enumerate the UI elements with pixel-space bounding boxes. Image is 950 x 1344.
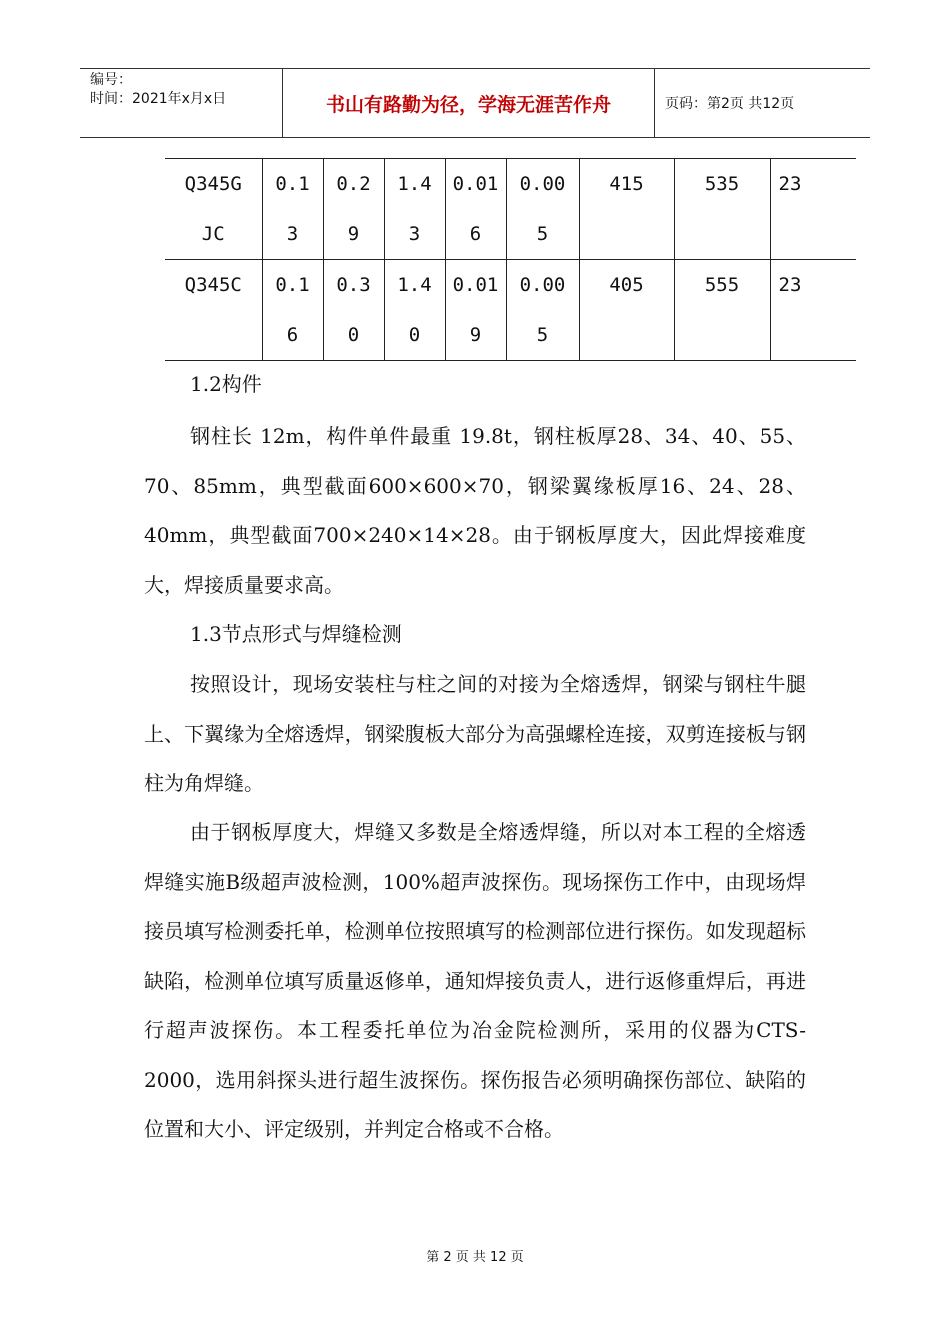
section-heading-1-2: 1.2构件: [190, 372, 262, 396]
table-cell: 0.16: [262, 260, 323, 361]
table-row: [165, 260, 856, 361]
steel-properties-table: [165, 158, 856, 361]
page-header: [80, 68, 870, 138]
table-cell: 23: [770, 260, 856, 361]
table-cell: 415: [579, 159, 674, 260]
table-cell: 0.13: [262, 159, 323, 260]
document-code-label: 编号：: [90, 72, 132, 88]
table-cell: 555: [674, 260, 770, 361]
header-page-number: 页码：第2页 共12页: [665, 96, 795, 112]
section-1-3-paragraph-2: 由于钢板厚度大，焊缝又多数是全熔透焊缝，所以对本工程的全熔透焊缝实施B级超声波检测，100%超声波探伤。现场探伤工作中，由现场焊接员填写检测委托单，检测单位按照填写的检测部位进行探伤。如发现超标缺陷，检测单位填写质量返修单，通知焊接负责人，进行返修重焊后，再进行超声波探伤。本工程委托单位为冶金院检测所，采用的仪器为CTS-2000，选用斜探头进行超生波探伤。探伤报告必须明确探伤部位、缺陷的位置和大小、评定级别，并判定合格或不合格。: [144, 820, 806, 1141]
table-cell: 0.019: [445, 260, 506, 361]
section-heading-1-3: 1.3节点形式与焊缝检测: [190, 622, 402, 646]
table-cell: 0.005: [506, 260, 579, 361]
table-cell: Q345C: [165, 260, 262, 361]
table-cell: 0.016: [445, 159, 506, 260]
table-cell: 0.005: [506, 159, 579, 260]
table-cell: 23: [770, 159, 856, 260]
section-1-2-paragraph: 钢柱长 12m，构件单件最重 19.8t，钢柱板厚28、34、40、55、70、85mm，典型截面600×600×70，钢梁翼缘板厚16、24、28、40mm，典型截面700×240×14×28。由于钢板厚度大，因此焊接难度大，焊接质量要求高。: [144, 424, 806, 597]
header-motto: 书山有路勤为径，学海无涯苦作舟: [283, 69, 655, 137]
table-cell: 1.40: [384, 260, 445, 361]
page-footer: 第 2 页 共 12 页: [426, 1250, 524, 1265]
table-cell: 405: [579, 260, 674, 361]
table-cell: 0.30: [323, 260, 384, 361]
header-meta: [80, 69, 283, 137]
table-cell: Q345GJC: [165, 159, 262, 260]
table-row: [165, 159, 856, 260]
document-date-label: 时间：2021年x月x日: [90, 91, 227, 107]
table-cell: 1.43: [384, 159, 445, 260]
section-1-3-paragraph-1: 按照设计，现场安装柱与柱之间的对接为全熔透焊，钢梁与钢柱牛腿上、下翼缘为全熔透焊，钢梁腹板大部分为高强螺栓连接，双剪连接板与钢柱为角焊缝。: [144, 672, 806, 795]
table-cell: 535: [674, 159, 770, 260]
table-cell: 0.29: [323, 159, 384, 260]
